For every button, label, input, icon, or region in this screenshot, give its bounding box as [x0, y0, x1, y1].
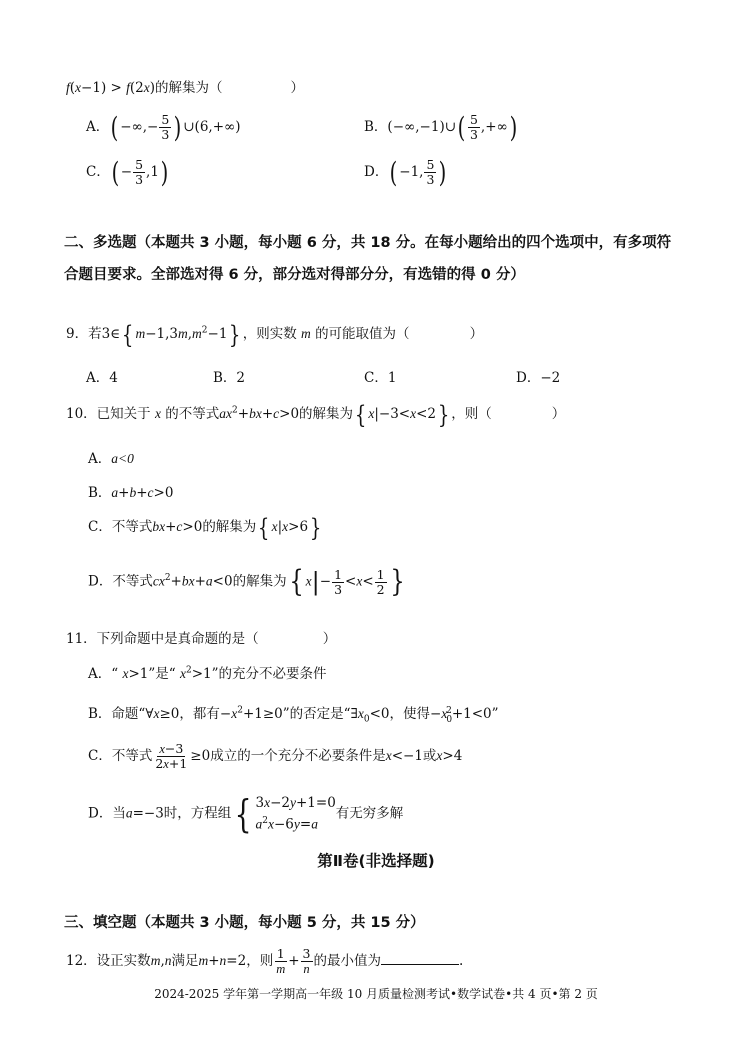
q11-stem: 11．下列命题中是真命题的是（ ） — [66, 631, 337, 647]
q11-option-b[interactable]: B．命题“∀x≥0，都有$-x^2+1\ge 0$”的否定是“$\exists x_0<0$，使得$-x_0^2+1<0$” — [88, 705, 499, 725]
q8-option-c[interactable]: C．( − $\frac{5}{3}$ ,1) — [86, 155, 169, 189]
q8-option-a[interactable]: A．( −∞,− $\frac{5}{3}$ ) ∪(6,+∞) — [86, 110, 241, 144]
q11-option-c[interactable]: C．不等式 $\frac{x-3}{2x+1}$ ≥0成立的一个充分不必要条件是x<−1或x>4 — [88, 741, 463, 771]
q8-option-b[interactable]: B．(−∞,−1)∪( $\frac{5}{3}$ ,+∞) — [364, 110, 518, 144]
q12-answer-blank[interactable] — [381, 952, 459, 965]
q9-option-b[interactable]: B．2 — [213, 370, 246, 386]
q10-stem: 10．已知关于 x 的不等式$ax^2+bx+c>0$的解集为{ x|−3<x<2} ，则（ ） — [66, 400, 566, 429]
q9-option-d[interactable]: D．−2 — [516, 370, 561, 386]
page-footer: 2024-2025 学年第一学期高一年级 10 月质量检测考试•数学试卷•共 4 页•第 2 页 — [154, 987, 598, 1001]
q9-stem: 9．若3∈{ $m-1,3m,m^2-1$} ，则实数 m 的可能取值为（ ） — [66, 320, 484, 349]
section-2-heading-line1: 二、多选题（本题共 3 小题，每小题 6 分，共 18 分。在每小题给出的四个选项中，有多项符 — [64, 235, 672, 251]
q9-option-c[interactable]: C．1 — [364, 370, 397, 386]
section-2-heading-line2: 合题目要求。全部选对得 6 分，部分选对得部分分，有选错的得 0 分） — [64, 267, 525, 283]
q10-option-c[interactable]: C．不等式bx+c>0的解集为{ x|x>6} — [88, 513, 322, 542]
q8-option-d[interactable]: D．( −1, $\frac{5}{3}$ ) — [364, 155, 447, 189]
part-2-title: 第Ⅱ卷(非选择题) — [317, 852, 435, 870]
q11-option-a[interactable]: A．“ x>1”是“ $x^2>1$”的充分不必要条件 — [88, 665, 327, 682]
q9-option-a[interactable]: A．4 — [86, 370, 118, 386]
q8-stem: f(x−1) > f(2x)的解集为（ ） — [66, 80, 305, 96]
section-3-heading: 三、填空题（本题共 3 小题，每小题 5 分，共 15 分） — [64, 915, 425, 931]
q10-option-b[interactable]: B．a+b+c>0 — [88, 485, 174, 501]
q10-option-a[interactable]: A．a<0 — [88, 451, 134, 467]
q11-option-d[interactable]: D．当a=−3时，方程组 { 3x−2y+1=0 $a^2x-6y=a$ 有无穷多解 — [88, 791, 404, 836]
q12-stem: 12．设正实数m,n满足m+n=2，则 $\frac{1}{m}$ + $\frac{3}{n}$ 的最小值为 . — [66, 946, 464, 976]
q10-option-d[interactable]: D．不等式$cx^2+bx+a<0$的解集为{ x|− $\frac{1}{3}$ <x< $\frac{1}{2}$ } — [88, 564, 405, 599]
